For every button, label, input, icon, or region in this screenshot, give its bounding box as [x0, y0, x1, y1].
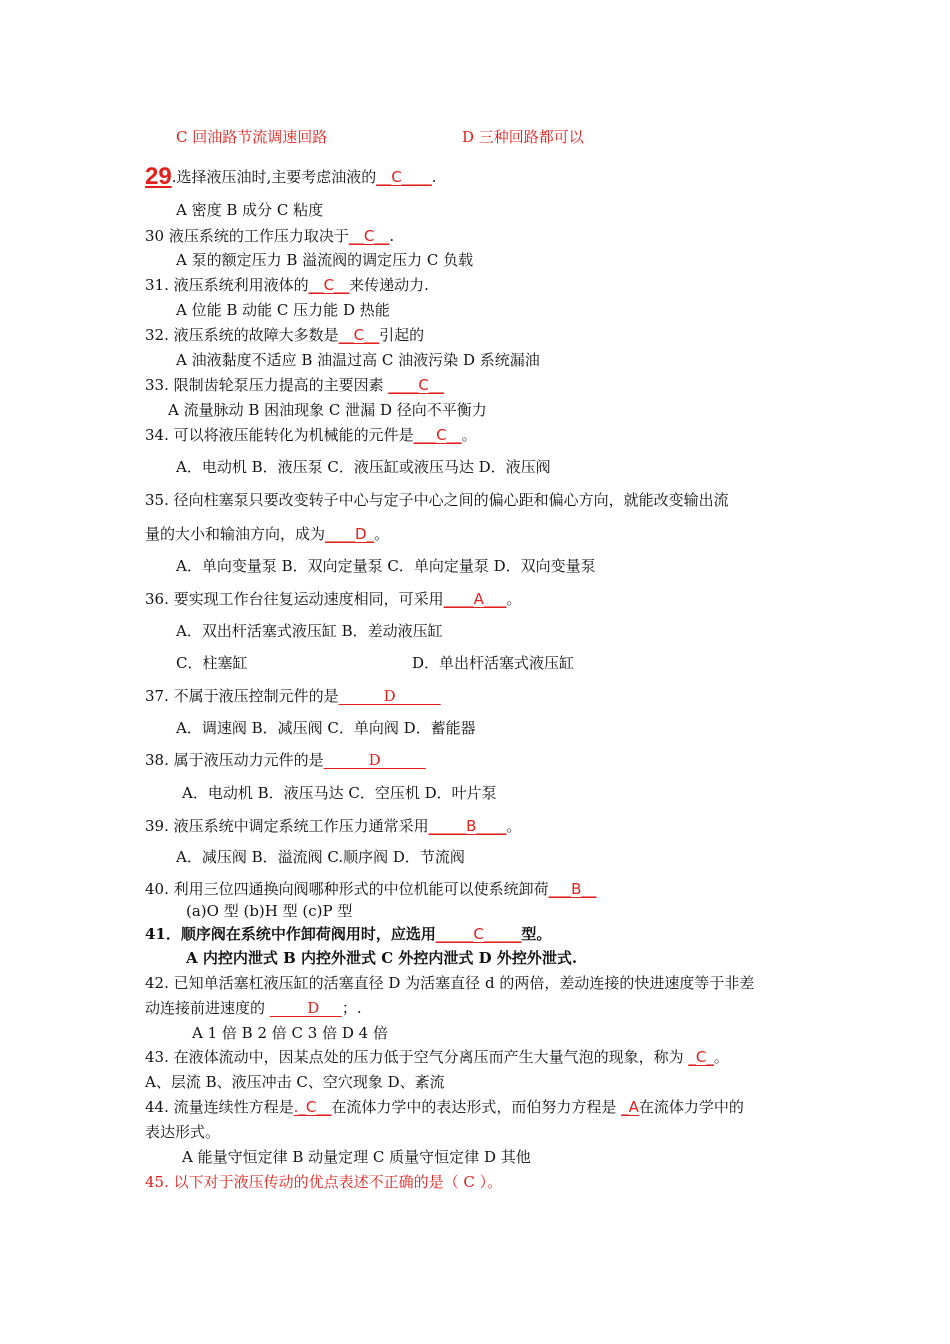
question-45: 45. 以下对于液压传动的优点表述不正确的是（ C ）。: [145, 1173, 503, 1191]
question-36-options-row1: A．双出杆活塞式液压缸 B．差动液压缸: [176, 622, 443, 640]
question-39-answer: _____B____: [428, 817, 507, 835]
question-33-options: A 流量脉动 B 困油现象 C 泄漏 D 径向不平衡力: [168, 401, 487, 419]
question-41-answer: _____C_____: [435, 925, 522, 943]
question-44-stem-middle: 在流体力学中的表达形式，而伯努力方程是: [331, 1098, 622, 1116]
question-39: [145, 816, 521, 836]
question-30-stem: 30 液压系统的工作压力取决于: [145, 227, 349, 245]
question-41-stem: 41．顺序阀在系统中作卸荷阀用时，应选用: [145, 925, 436, 943]
question-30-options: A 泵的额定压力 B 溢流阀的调定压力 C 负载: [176, 251, 474, 269]
question-29: [145, 163, 437, 190]
question-39-options: A．减压阀 B．溢流阀 C.顺序阀 D．节流阀: [176, 848, 465, 866]
question-34: [145, 425, 477, 445]
question-37-answer: ______D______: [338, 687, 441, 705]
question-36-stem: 36. 要实现工作台往复运动速度相同，可采用: [145, 590, 444, 608]
question-41-options: A 内控内泄式 B 内控外泄式 C 外控内泄式 D 外控外泄式.: [186, 949, 578, 967]
question-32-stem: 32. 液压系统的故障大多数是: [145, 326, 339, 344]
question-33-answer: ____C__: [388, 376, 444, 394]
question-44-stem-end: 在流体力学中的: [638, 1098, 744, 1116]
question-36-option-c: C．柱塞缸: [176, 654, 248, 672]
question-41: [145, 924, 551, 944]
question-34-stem-end: 。: [461, 426, 477, 444]
question-38-answer: ______D______: [323, 751, 426, 769]
question-35-answer: ____D_: [325, 525, 375, 543]
question-40-answer: ___B__: [548, 880, 597, 898]
question-29-stem: .选择液压油时,主要考虑油液的: [171, 168, 377, 186]
question-44-answer-2: _A: [621, 1098, 639, 1116]
question-40-options: (a)O 型 (b)H 型 (c)P 型: [186, 902, 353, 920]
question-43-answer: _C_: [688, 1048, 714, 1066]
question-44-stem: 44. 流量连续性方程是: [145, 1098, 294, 1116]
question-36: [145, 589, 521, 609]
question-29-number: 29: [145, 163, 172, 190]
question-36-stem-end: 。: [506, 590, 522, 608]
question-29-options: A 密度 B 成分 C 粘度: [176, 201, 324, 219]
question-35-stem-end: 。: [374, 525, 390, 543]
question-29-stem-end: .: [431, 168, 437, 186]
question-31-options: A 位能 B 动能 C 压力能 D 热能: [176, 301, 390, 319]
question-35-line2: [145, 524, 389, 544]
question-36-option-d: D．单出杆活塞式液压缸: [412, 654, 575, 672]
question-41-stem-end: 型。: [521, 925, 552, 943]
question-33-stem: 33. 限制齿轮泵压力提高的主要因素: [145, 376, 389, 394]
question-30: [145, 226, 394, 246]
question-43-stem-end: 。: [713, 1048, 729, 1066]
q28-option-d: D 三种回路都可以: [462, 128, 584, 146]
question-39-stem-end: 。: [506, 817, 522, 835]
question-30-answer: __C__: [348, 227, 390, 245]
question-31-stem-end: 来传递动力.: [349, 276, 429, 294]
question-31: [145, 275, 429, 295]
question-42-line2: [145, 998, 362, 1018]
question-44-answer-1: ._C__: [293, 1098, 332, 1116]
question-32-stem-end: 引起的: [379, 326, 425, 344]
question-34-answer: ___C__: [413, 426, 462, 444]
question-40: [145, 879, 596, 899]
question-44: [145, 1097, 744, 1117]
question-34-stem: 34. 可以将液压能转化为机械能的元件是: [145, 426, 414, 444]
question-32-answer: __C__: [338, 326, 380, 344]
question-42-options: A 1 倍 B 2 倍 C 3 倍 D 4 倍: [192, 1024, 388, 1042]
question-35-options: A．单向变量泵 B．双向定量泵 C．单向定量泵 D．双向变量泵: [176, 557, 596, 575]
question-42-stem-end: ；.: [341, 999, 362, 1017]
question-43-stem: 43. 在液体流动中，因某点处的压力低于空气分离压而产生大量气泡的现象，称为: [145, 1048, 689, 1066]
question-43: [145, 1047, 729, 1067]
question-38: [145, 750, 426, 770]
question-38-stem: 38. 属于液压动力元件的是: [145, 751, 324, 769]
question-36-answer: ____A___: [443, 590, 507, 608]
question-31-stem: 31. 液压系统利用液体的: [145, 276, 309, 294]
question-29-answer: __C____: [376, 168, 432, 186]
question-38-options: A．电动机 B．液压马达 C．空压机 D．叶片泵: [182, 784, 497, 802]
question-44-options: A 能量守恒定律 B 动量定理 C 质量守恒定律 D 其他: [182, 1148, 531, 1166]
question-37-options: A．调速阀 B．减压阀 C．单向阀 D．蓄能器: [176, 719, 476, 737]
question-42-answer: _____D___: [269, 999, 342, 1017]
question-43-options: A、层流 B、液压冲击 C、空穴现象 D、紊流: [145, 1073, 445, 1091]
question-42-line1: 42. 已知单活塞杠液压缸的活塞直径 D 为活塞直径 d 的两倍，差动连接的快进速度等于非差: [145, 974, 755, 992]
question-42-stem: 动连接前进速度的: [145, 999, 270, 1017]
question-35-line1: 35. 径向柱塞泵只要改变转子中心与定子中心之间的偏心距和偏心方向，就能改变输出流: [145, 491, 729, 509]
question-39-stem: 39. 液压系统中调定系统工作压力通常采用: [145, 817, 429, 835]
question-37-stem: 37. 不属于液压控制元件的是: [145, 687, 339, 705]
question-44-line2: 表达形式。: [145, 1123, 221, 1141]
q28-option-c: C 回油路节流调速回路: [176, 128, 328, 146]
question-30-stem-end: .: [389, 227, 395, 245]
question-40-stem: 40. 利用三位四通换向阀哪种形式的中位机能可以使系统卸荷: [145, 880, 549, 898]
question-31-answer: __C__: [308, 276, 350, 294]
question-35-stem: 量的大小和输油方向，成为: [145, 525, 326, 543]
question-37: [145, 686, 441, 706]
question-33: [145, 375, 444, 395]
question-32-options: A 油液黏度不适应 B 油温过高 C 油液污染 D 系统漏油: [176, 351, 540, 369]
question-34-options: A．电动机 B．液压泵 C．液压缸或液压马达 D．液压阀: [176, 458, 551, 476]
question-32: [145, 325, 424, 345]
